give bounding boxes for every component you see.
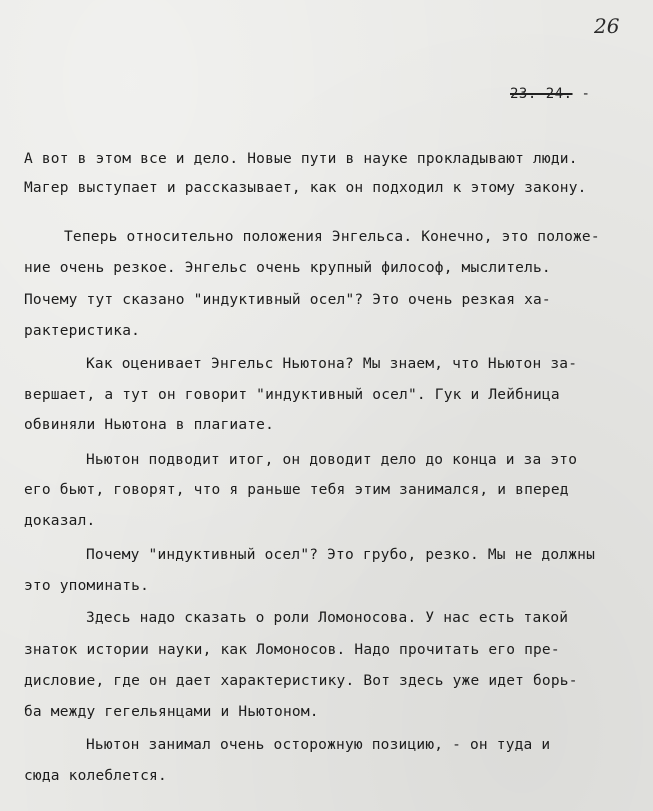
text-line-4: ние очень резкое. Энгельс очень крупный философ, мыслитель.	[24, 260, 551, 276]
text-line-19: Ньютон занимал очень осторожную позицию, - он туда и	[86, 737, 551, 753]
text-line-18: ба между гегельянцами и Ньютоном.	[24, 704, 319, 720]
struck-page-number: 23. 24.	[510, 86, 573, 102]
text-line-5: Почему тут сказано "индуктивный осел"? Это очень резкая ха-	[24, 292, 551, 308]
text-line-8: вершает, а тут он говорит "индуктивный осел". Гук и Лейбница	[24, 387, 560, 403]
text-line-7: Как оценивает Энгельс Ньютона? Мы знаем, что Ньютон за-	[86, 356, 578, 372]
text-line-12: доказал.	[24, 513, 96, 529]
text-line-17: дисловие, где он дает характеристику. Вот здесь уже идет борь-	[24, 673, 578, 689]
text-line-9: обвиняли Ньютона в плагиате.	[24, 417, 275, 433]
text-line-6: рактеристика.	[24, 323, 141, 339]
text-line-16: знаток истории науки, как Ломоносов. Надо прочитать его пре-	[24, 642, 560, 658]
old-page-number-suffix: -	[572, 86, 591, 102]
handwritten-page-number: 26	[594, 14, 620, 38]
text-line-14: это упоминать.	[24, 578, 150, 594]
text-line-11: его бьют, говорят, что я раньше тебя этим занимался, и вперед	[24, 482, 569, 498]
text-line-3: Теперь относительно положения Энгельса. Конечно, это положе-	[64, 229, 600, 245]
text-line-10: Ньютон подводит итог, он доводит дело до конца и за это	[86, 452, 578, 468]
old-page-number	[510, 86, 590, 102]
text-line-1: А вот в этом все и дело. Новые пути в науке прокладывают люди.	[24, 151, 578, 167]
text-line-15: Здесь надо сказать о роли Ломоносова. У нас есть такой	[86, 610, 569, 626]
text-line-2: Магер выступает и рассказывает, как он подходил к этому закону.	[24, 180, 587, 196]
text-line-13: Почему "индуктивный осел"? Это грубо, резко. Мы не должны	[86, 547, 595, 563]
text-line-20: сюда колеблется.	[24, 768, 167, 784]
